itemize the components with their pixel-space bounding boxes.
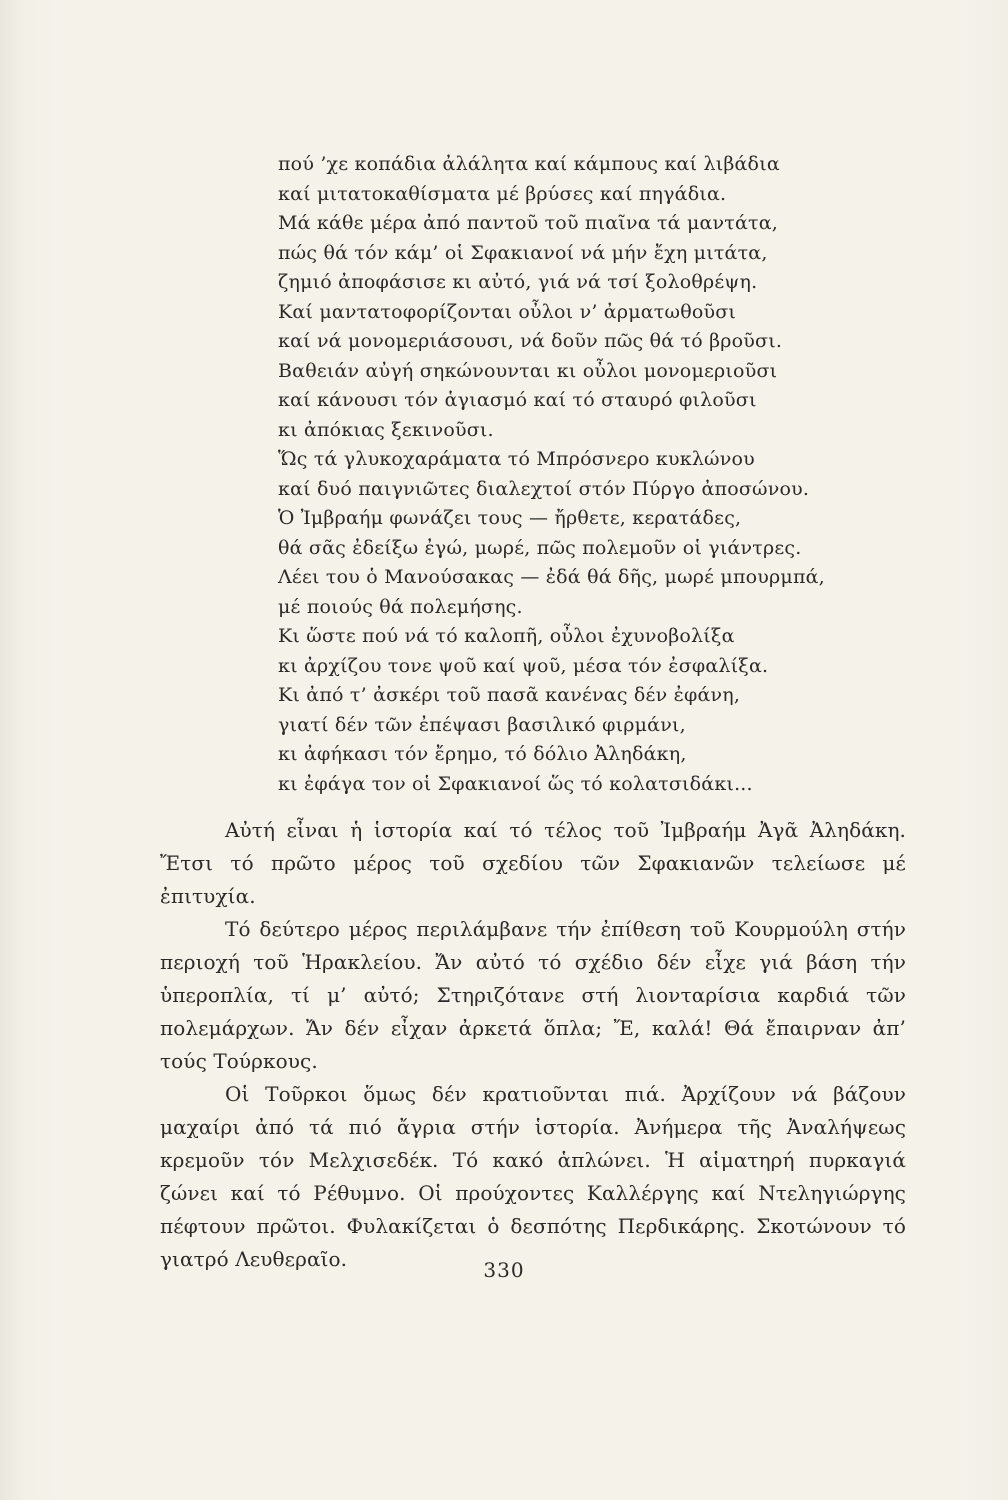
verse-line: καί κάνουσι τόν ἁγιασμό καί τό σταυρό φιλοῦσι xyxy=(278,389,757,411)
verse-line: ζημιό ἀποφάσισε κι αὐτό, γιά νά τσί ξολοθρέψη. xyxy=(278,271,758,293)
verse-line: καί δυό παιγνιῶτες διαλεχτοί στόν Πύργο ἀποσώνου. xyxy=(278,477,810,500)
page-number: 330 xyxy=(483,1258,525,1282)
verse-line: κι ἀρχίζου τονε ψοῦ καί ψοῦ, μέσα τόν ἐσφαλίξα. xyxy=(278,654,769,677)
verse-line: θά σᾶς ἐδείξω ἐγώ, μωρέ, πῶς πολεμοῦν οἱ γιάντρες. xyxy=(278,536,802,559)
verse-line: καί μιτατοκαθίσματα μέ βρύσες καί πηγάδια. xyxy=(278,182,727,205)
verse-line: γιατί δέν τῶν ἐπέψασι βασιλικό φιρμάνι, xyxy=(278,713,686,736)
verse-line: μέ ποιούς θά πολεμήσης. xyxy=(278,595,523,618)
verse-line: Λέει του ὁ Μανούσακας — ἐδά θά δῆς, μωρέ μπουρμπά, xyxy=(278,566,825,588)
verse-line: κι ἐφάγα τον οἱ Σφακιανοί ὥς τό κολατσιδάκι... xyxy=(278,772,753,795)
verse-line: κι ἀφήκασι τόν ἔρημο, τό δόλιο Ἀληδάκη, xyxy=(278,743,687,765)
verse-line: πού ’χε κοπάδια ἀλάλητα καί κάμπους καί λιβάδια xyxy=(278,153,780,175)
paragraph: Οἱ Τοῦρκοι ὅμως δέν κρατιοῦνται πιά. Ἀρχίζουν νά βάζουν μαχαίρι ἀπό τά πιό ἄγρια στήν ἱστορία. Ἀνήμερα τῆς Ἀναλήψεως κρεμοῦν τόν Μελχισεδέκ. Τό κακό ἁπλώνει. Ἡ αἱματηρή πυρκαγιά ζώνει καί τό Ρέθυμνο. Οἱ προύχοντες Καλλέργης καί Ντεληγιώργης πέφτουν πρῶτοι. Φυλακίζεται ὁ δεσπότης Περδικάρης. Σκοτώνουν τό γιατρό Λευθεραῖο. xyxy=(160,1082,906,1271)
verse-line: κι ἀπόκιας ξεκινοῦσι. xyxy=(278,418,494,441)
paragraph: Τό δεύτερο μέρος περιλάμβανε τήν ἐπίθεση τοῦ Κουρμούλη στήν περιοχή τοῦ Ἡρακλείου. Ἄν αὐτό τό σχέδιο δέν εἶχε γιά βάση τήν ὑπεροπλία, τί μ’ αὐτό; Στηριζότανε στή λιονταρίσια καρδιά τῶν πολεμάρχων. Ἄν δέν εἶχαν ἀρκετά ὅπλα; Ἔ, καλά! Θά ἔπαιρναν ἀπ’ τούς Τούρκους. xyxy=(160,917,906,1073)
verse-line: Ὥς τά γλυκοχαράματα τό Μπρόσνερο κυκλώνου xyxy=(278,448,755,470)
verse-line: Καί μαντατοφορίζονται οὖλοι ν’ ἀρματωθοῦσι xyxy=(278,300,737,323)
verse-line: καί νά μονομεριάσουσι, νά δοῦν πῶς θά τό βροῦσι. xyxy=(278,330,783,352)
verse-line: Ὁ Ἰμβραήμ φωνάζει τους — ἤρθετε, κερατάδες, xyxy=(278,507,742,529)
verse-line: Κι ἀπό τ’ ἀσκέρι τοῦ πασᾶ κανένας δέν ἐφάνη, xyxy=(278,684,741,706)
verse-line: Μά κάθε μέρα ἀπό παντοῦ τοῦ πιαῖνα τά μαντάτα, xyxy=(278,212,778,234)
paragraph: Αὐτή εἶναι ἡ ἱστορία καί τό τέλος τοῦ Ἰμβραήμ Ἀγᾶ Ἀληδάκη. Ἔτσι τό πρῶτο μέρος τοῦ σχεδίου τῶν Σφακιανῶν τελείωσε μέ ἐπιτυχία. xyxy=(160,818,906,908)
verse-line: πώς θά τόν κάμ’ οἱ Σφακιανοί νά μήν ἔχη μιτάτα, xyxy=(278,241,768,264)
verse-block xyxy=(278,150,878,799)
verse-line: Βαθειάν αὐγή σηκώνουνται κι οὖλοι μονομεριοῦσι xyxy=(278,359,778,382)
verse-line: Κι ὥστε πού νά τό καλοπῆ, οὖλοι ἐχυνοβολίξα xyxy=(278,625,735,647)
prose-block xyxy=(160,814,906,1276)
